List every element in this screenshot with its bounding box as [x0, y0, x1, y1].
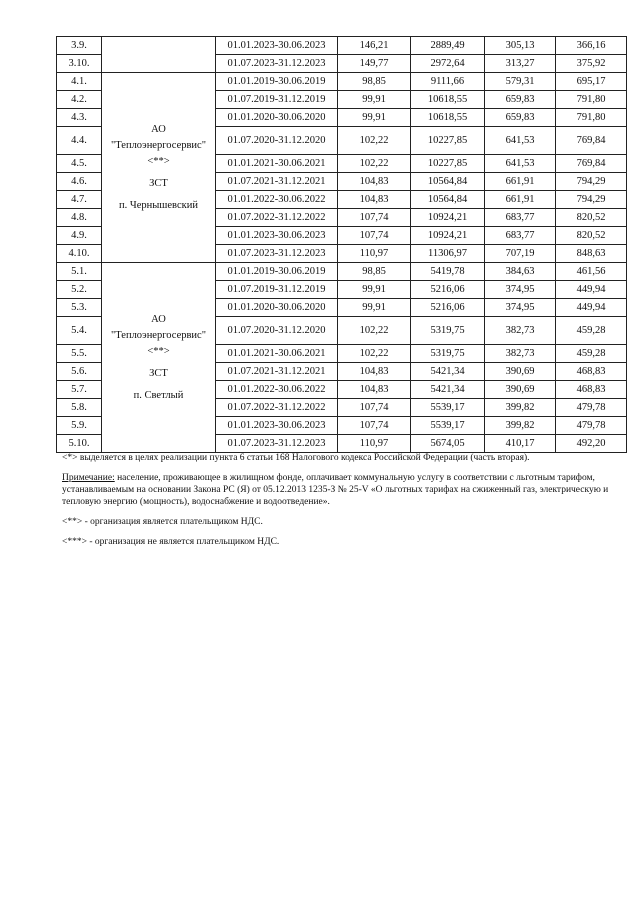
- value-cell-4: 459,28: [556, 345, 627, 363]
- value-cell-1: 102,22: [338, 127, 411, 155]
- org-tariff-type: ЗСТ: [149, 177, 168, 189]
- value-cell-4: 848,63: [556, 245, 627, 263]
- value-cell-1: 102,22: [338, 155, 411, 173]
- value-cell-3: 374,95: [485, 299, 556, 317]
- row-number: 4.1.: [57, 73, 102, 91]
- value-cell-4: 459,28: [556, 317, 627, 345]
- value-cell-4: 449,94: [556, 299, 627, 317]
- value-cell-3: 384,63: [485, 263, 556, 281]
- value-cell-4: 769,84: [556, 155, 627, 173]
- row-number: 4.9.: [57, 227, 102, 245]
- value-cell-3: 399,82: [485, 417, 556, 435]
- value-cell-4: 461,56: [556, 263, 627, 281]
- table-row: [57, 37, 627, 55]
- value-cell-2: 2889,49: [411, 37, 485, 55]
- value-cell-3: 382,73: [485, 317, 556, 345]
- value-cell-1: 110,97: [338, 245, 411, 263]
- value-cell-2: 10618,55: [411, 91, 485, 109]
- org-location: п. Чернышевский: [119, 199, 198, 211]
- period-cell: 01.01.2022-30.06.2022: [216, 191, 338, 209]
- row-number: 3.10.: [57, 55, 102, 73]
- value-cell-2: 5539,17: [411, 417, 485, 435]
- value-cell-2: 5421,34: [411, 381, 485, 399]
- value-cell-4: 695,17: [556, 73, 627, 91]
- value-cell-4: 449,94: [556, 281, 627, 299]
- value-cell-2: 5421,34: [411, 363, 485, 381]
- organization-cell: [102, 73, 216, 263]
- period-cell: 01.01.2021-30.06.2021: [216, 155, 338, 173]
- value-cell-1: 104,83: [338, 191, 411, 209]
- row-number: 5.7.: [57, 381, 102, 399]
- value-cell-3: 390,69: [485, 381, 556, 399]
- period-cell: 01.01.2023-30.06.2023: [216, 227, 338, 245]
- value-cell-4: 794,29: [556, 191, 627, 209]
- org-name: "Теплоэнергосервис": [110, 329, 206, 341]
- remark-paragraph: [62, 472, 612, 508]
- period-cell: 01.07.2021-31.12.2021: [216, 363, 338, 381]
- value-cell-3: 707,19: [485, 245, 556, 263]
- value-cell-1: 98,85: [338, 263, 411, 281]
- value-cell-3: 382,73: [485, 345, 556, 363]
- value-cell-3: 313,27: [485, 55, 556, 73]
- period-cell: 01.07.2023-31.12.2023: [216, 55, 338, 73]
- value-cell-1: 99,91: [338, 281, 411, 299]
- value-cell-2: 10564,84: [411, 173, 485, 191]
- value-cell-3: 641,53: [485, 155, 556, 173]
- value-cell-2: 10924,21: [411, 227, 485, 245]
- value-cell-3: 305,13: [485, 37, 556, 55]
- value-cell-1: 149,77: [338, 55, 411, 73]
- value-cell-1: 104,83: [338, 363, 411, 381]
- value-cell-1: 99,91: [338, 299, 411, 317]
- footnote-vat-payer: <**> - организация является плательщиком НДС.: [62, 517, 263, 527]
- value-cell-2: 5319,75: [411, 345, 485, 363]
- value-cell-3: 659,83: [485, 109, 556, 127]
- row-number: 4.2.: [57, 91, 102, 109]
- value-cell-3: 683,77: [485, 227, 556, 245]
- org-name: "Теплоэнергосервис": [110, 139, 206, 151]
- value-cell-1: 146,21: [338, 37, 411, 55]
- row-number: 5.2.: [57, 281, 102, 299]
- value-cell-3: 399,82: [485, 399, 556, 417]
- value-cell-1: 102,22: [338, 345, 411, 363]
- value-cell-2: 10924,21: [411, 209, 485, 227]
- period-cell: 01.07.2023-31.12.2023: [216, 245, 338, 263]
- value-cell-4: 820,52: [556, 209, 627, 227]
- row-number: 5.8.: [57, 399, 102, 417]
- value-cell-2: 5539,17: [411, 399, 485, 417]
- row-number: 5.1.: [57, 263, 102, 281]
- row-number: 5.9.: [57, 417, 102, 435]
- period-cell: 01.07.2019-31.12.2019: [216, 281, 338, 299]
- value-cell-4: 791,80: [556, 109, 627, 127]
- value-cell-2: 10618,55: [411, 109, 485, 127]
- period-cell: 01.07.2023-31.12.2023: [216, 435, 338, 453]
- value-cell-2: 5674,05: [411, 435, 485, 453]
- row-number: 4.7.: [57, 191, 102, 209]
- row-number: 3.9.: [57, 37, 102, 55]
- row-number: 5.4.: [57, 317, 102, 345]
- table-row: [57, 263, 627, 281]
- value-cell-4: 820,52: [556, 227, 627, 245]
- value-cell-3: 374,95: [485, 281, 556, 299]
- row-number: 5.5.: [57, 345, 102, 363]
- row-number: 4.10.: [57, 245, 102, 263]
- row-number: 5.6.: [57, 363, 102, 381]
- organization-cell: [102, 263, 216, 453]
- row-number: 4.3.: [57, 109, 102, 127]
- row-number: 5.10.: [57, 435, 102, 453]
- org-vat-mark: <**>: [147, 345, 170, 357]
- value-cell-2: 5216,06: [411, 299, 485, 317]
- value-cell-2: 10227,85: [411, 127, 485, 155]
- period-cell: 01.07.2022-31.12.2022: [216, 209, 338, 227]
- value-cell-4: 366,16: [556, 37, 627, 55]
- footnote-vat-reason: <*> выделяется в целях реализации пункта 6 статьи 168 Налогового кодекса Российской Федерации (часть вторая).: [62, 453, 530, 463]
- value-cell-3: 683,77: [485, 209, 556, 227]
- value-cell-4: 468,83: [556, 381, 627, 399]
- row-number: 4.4.: [57, 127, 102, 155]
- value-cell-4: 375,92: [556, 55, 627, 73]
- table-row: [57, 73, 627, 91]
- row-number: 4.8.: [57, 209, 102, 227]
- value-cell-1: 107,74: [338, 417, 411, 435]
- value-cell-3: 390,69: [485, 363, 556, 381]
- value-cell-2: 10227,85: [411, 155, 485, 173]
- value-cell-2: 2972,64: [411, 55, 485, 73]
- period-cell: 01.01.2023-30.06.2023: [216, 417, 338, 435]
- remark-text: население, проживающее в жилищном фонде, оплачивает коммунальную услугу в соответствии с льготным тарифом, устанавливаемым на основании Закона РС (Я) от 05.12.2013 1235-З № 25-V «О льготных тарифах на сжиженный газ, электрическую и тепловую энергию (мощность), водоснабжение и водоотведение».: [62, 473, 609, 507]
- value-cell-3: 410,17: [485, 435, 556, 453]
- value-cell-4: 479,78: [556, 399, 627, 417]
- value-cell-2: 5319,75: [411, 317, 485, 345]
- org-vat-mark: <**>: [147, 155, 170, 167]
- value-cell-2: 11306,97: [411, 245, 485, 263]
- value-cell-1: 104,83: [338, 381, 411, 399]
- period-cell: 01.01.2019-30.06.2019: [216, 73, 338, 91]
- value-cell-4: 769,84: [556, 127, 627, 155]
- value-cell-1: 102,22: [338, 317, 411, 345]
- period-cell: 01.01.2021-30.06.2021: [216, 345, 338, 363]
- organization-cell: [102, 37, 216, 73]
- value-cell-1: 107,74: [338, 399, 411, 417]
- notes-section: [62, 452, 612, 556]
- org-name-short: АО: [151, 123, 166, 135]
- period-cell: 01.01.2023-30.06.2023: [216, 37, 338, 55]
- row-number: 4.6.: [57, 173, 102, 191]
- value-cell-1: 99,91: [338, 91, 411, 109]
- period-cell: 01.01.2022-30.06.2022: [216, 381, 338, 399]
- value-cell-2: 10564,84: [411, 191, 485, 209]
- period-cell: 01.07.2019-31.12.2019: [216, 91, 338, 109]
- period-cell: 01.07.2022-31.12.2022: [216, 399, 338, 417]
- value-cell-3: 661,91: [485, 191, 556, 209]
- footnote-not-vat-payer: <***> - организация не является плательщиком НДС.: [62, 537, 280, 547]
- value-cell-1: 107,74: [338, 209, 411, 227]
- period-cell: 01.07.2020-31.12.2020: [216, 317, 338, 345]
- org-name-short: АО: [151, 313, 166, 325]
- value-cell-2: 5419,78: [411, 263, 485, 281]
- row-number: 4.5.: [57, 155, 102, 173]
- value-cell-1: 104,83: [338, 173, 411, 191]
- value-cell-3: 659,83: [485, 91, 556, 109]
- value-cell-1: 99,91: [338, 109, 411, 127]
- remark-label: Примечание:: [62, 473, 115, 483]
- value-cell-4: 492,20: [556, 435, 627, 453]
- value-cell-3: 641,53: [485, 127, 556, 155]
- value-cell-4: 479,78: [556, 417, 627, 435]
- tariff-table: [56, 36, 627, 453]
- period-cell: 01.07.2021-31.12.2021: [216, 173, 338, 191]
- value-cell-3: 579,31: [485, 73, 556, 91]
- value-cell-2: 9111,66: [411, 73, 485, 91]
- org-tariff-type: ЗСТ: [149, 367, 168, 379]
- value-cell-2: 5216,06: [411, 281, 485, 299]
- value-cell-1: 110,97: [338, 435, 411, 453]
- value-cell-4: 794,29: [556, 173, 627, 191]
- row-number: 5.3.: [57, 299, 102, 317]
- value-cell-4: 791,80: [556, 91, 627, 109]
- period-cell: 01.07.2020-31.12.2020: [216, 127, 338, 155]
- period-cell: 01.01.2020-30.06.2020: [216, 299, 338, 317]
- org-location: п. Светлый: [133, 389, 184, 401]
- period-cell: 01.01.2019-30.06.2019: [216, 263, 338, 281]
- value-cell-4: 468,83: [556, 363, 627, 381]
- value-cell-3: 661,91: [485, 173, 556, 191]
- value-cell-1: 107,74: [338, 227, 411, 245]
- period-cell: 01.01.2020-30.06.2020: [216, 109, 338, 127]
- value-cell-1: 98,85: [338, 73, 411, 91]
